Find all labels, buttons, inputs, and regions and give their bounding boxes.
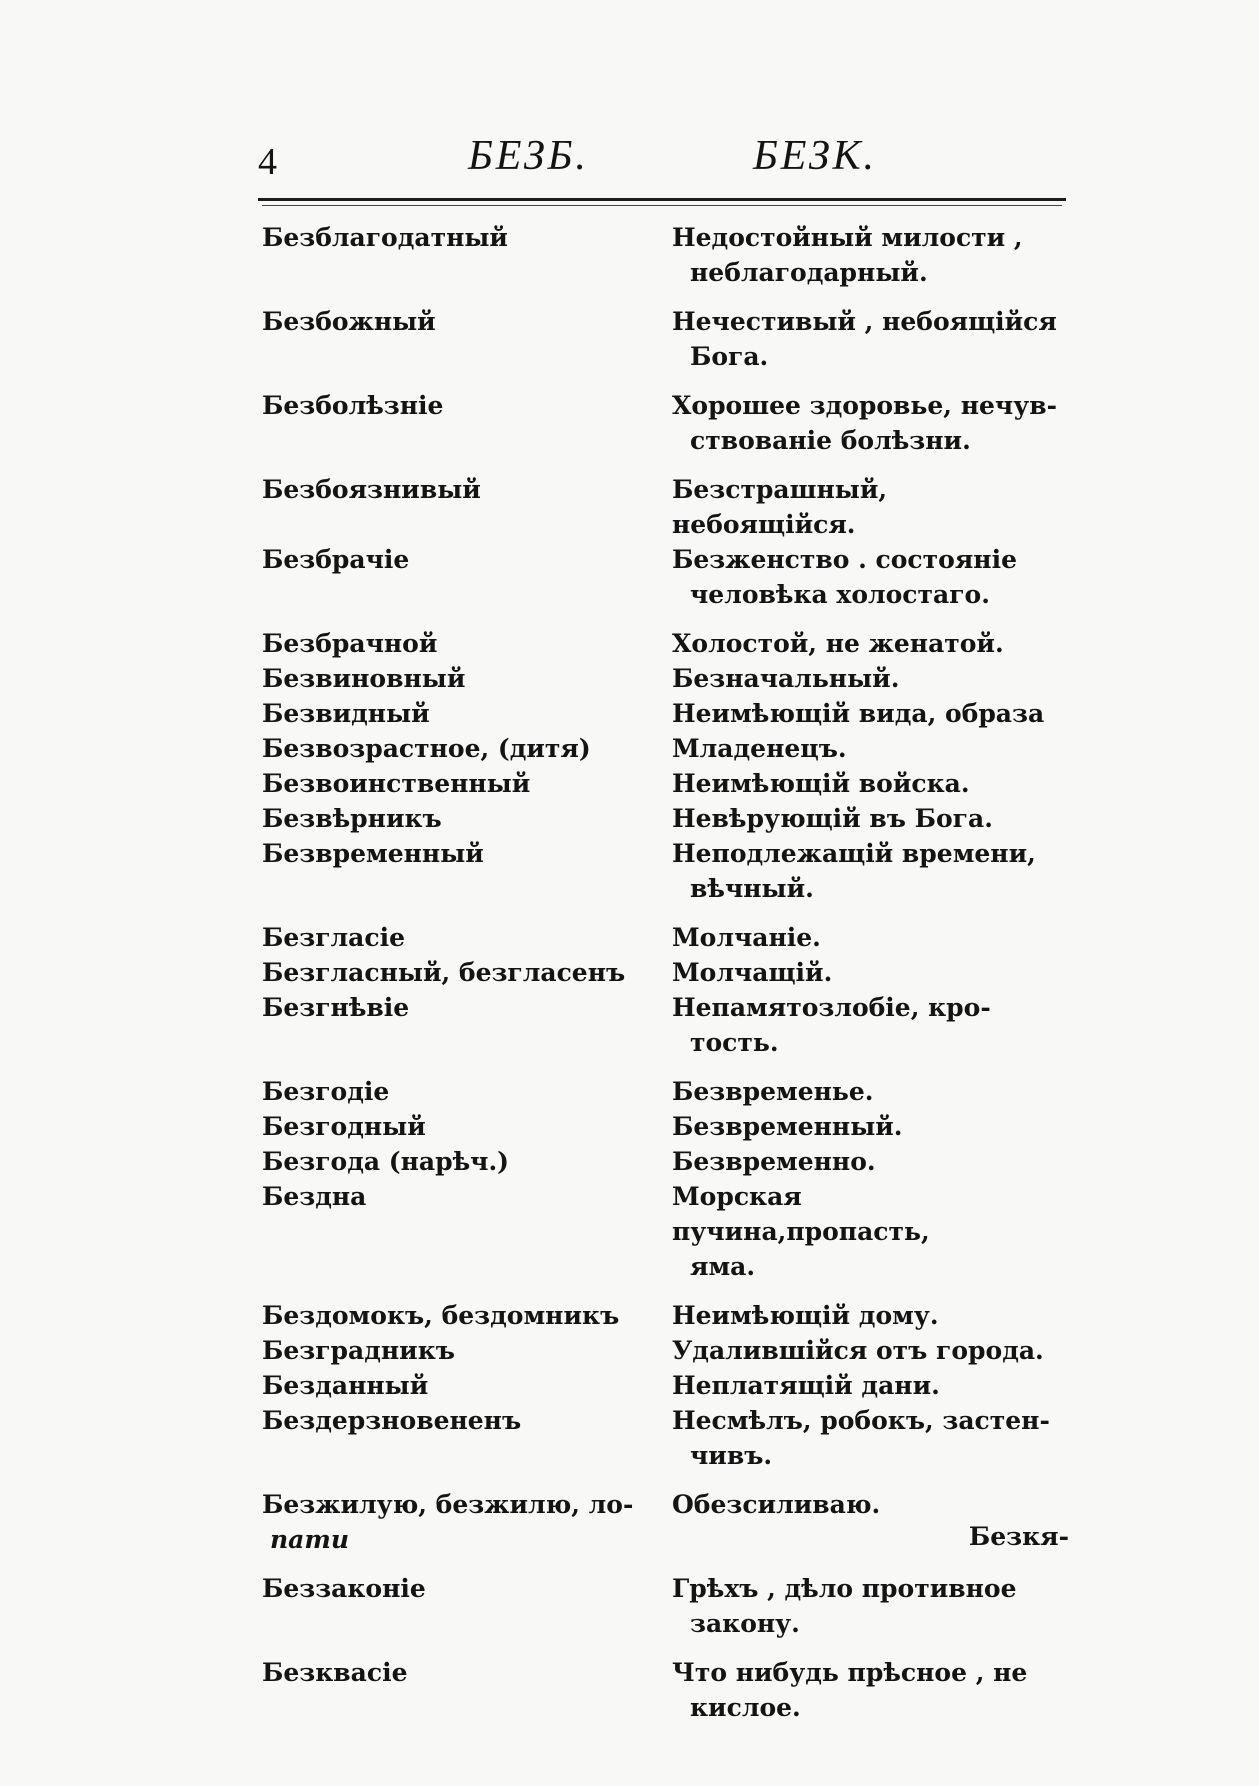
definition-line: Младенецъ. bbox=[672, 734, 847, 763]
entry bbox=[262, 990, 1072, 1060]
entry bbox=[262, 1571, 1072, 1641]
definition-line: кислое. bbox=[690, 1693, 801, 1722]
headword: Безгнѣвіе bbox=[262, 993, 410, 1022]
running-head-left: БЕЗБ. bbox=[468, 133, 589, 179]
entry bbox=[262, 1487, 1072, 1557]
definition bbox=[672, 1571, 1068, 1641]
running-head-right: БЕЗК. bbox=[753, 133, 878, 179]
entry bbox=[262, 626, 1072, 661]
definition-line: Неподлежащій времени, bbox=[672, 839, 1036, 868]
definition-line: тость. bbox=[690, 1028, 779, 1057]
definition-line: человѣка холостаго. bbox=[690, 580, 990, 609]
entry bbox=[262, 836, 1072, 906]
definition bbox=[672, 472, 1068, 542]
entry bbox=[262, 1368, 1072, 1403]
entry bbox=[262, 1144, 1072, 1179]
page-number: 4 bbox=[258, 141, 277, 183]
definition-line: Невѣрующій въ Бога. bbox=[672, 804, 993, 833]
definition bbox=[672, 1368, 1068, 1403]
headword: Безбожный bbox=[262, 307, 436, 336]
entry bbox=[262, 304, 1072, 374]
entry bbox=[262, 220, 1072, 290]
definition-line: Безвременно. bbox=[672, 1147, 876, 1176]
headword bbox=[262, 1487, 672, 1557]
headword: Бездерзновененъ bbox=[262, 1406, 522, 1435]
definition bbox=[672, 836, 1068, 906]
headword: Бездна bbox=[262, 1182, 367, 1211]
entry bbox=[262, 731, 1072, 766]
entry bbox=[262, 1655, 1072, 1725]
headword: Безквасіе bbox=[262, 1658, 408, 1687]
definition-line: Неплатящій дани. bbox=[672, 1371, 940, 1400]
definition-line: Бога. bbox=[690, 342, 769, 371]
headword: Безблагодатный bbox=[262, 223, 508, 252]
entry bbox=[262, 801, 1072, 836]
entry bbox=[262, 766, 1072, 801]
definition-line: яма. bbox=[690, 1252, 756, 1281]
definition-line: чивъ. bbox=[690, 1441, 773, 1470]
entry-list bbox=[262, 220, 1072, 1725]
definition bbox=[672, 920, 1068, 955]
definition-line: Грѣхъ , дѣло противное bbox=[672, 1574, 1017, 1603]
definition-line: Удалившійся отъ города. bbox=[672, 1336, 1044, 1365]
definition-line: Обезсиливаю. bbox=[672, 1490, 881, 1519]
definition-line: неблагодарный. bbox=[690, 258, 928, 287]
definition bbox=[672, 1179, 1068, 1284]
headword: Безградникъ bbox=[262, 1336, 455, 1365]
definition-line: Безначальный. bbox=[672, 664, 900, 693]
definition-line: Морская пучина,пропасть, bbox=[672, 1182, 930, 1246]
headword: Безданный bbox=[262, 1371, 429, 1400]
headword: Безгодный bbox=[262, 1112, 426, 1141]
entry bbox=[262, 1109, 1072, 1144]
entry bbox=[262, 472, 1072, 542]
definition bbox=[672, 990, 1068, 1060]
entry bbox=[262, 1179, 1072, 1284]
entry bbox=[262, 1298, 1072, 1333]
definition-line: Нечестивый , небоящійся bbox=[672, 307, 1057, 336]
definition-line: Непамятозлобіе, кро- bbox=[672, 993, 991, 1022]
definition bbox=[672, 1298, 1068, 1333]
headword: Безбоязнивый bbox=[262, 475, 481, 504]
headword: Безбрачіе bbox=[262, 545, 410, 574]
definition bbox=[672, 661, 1068, 696]
entry bbox=[262, 1403, 1072, 1473]
definition-line: Неимѣющій дому. bbox=[672, 1301, 939, 1330]
entry bbox=[262, 542, 1072, 612]
definition bbox=[672, 696, 1068, 731]
definition bbox=[672, 1655, 1068, 1725]
definition bbox=[672, 1403, 1068, 1473]
entry bbox=[262, 661, 1072, 696]
definition bbox=[672, 1144, 1068, 1179]
entry bbox=[262, 920, 1072, 955]
headword: Безгода (нарѣч.) bbox=[262, 1147, 509, 1176]
headword: Безбрачной bbox=[262, 629, 438, 658]
definition-line: закону. bbox=[690, 1609, 800, 1638]
entry bbox=[262, 1074, 1072, 1109]
definition-line: Безвременный. bbox=[672, 1112, 903, 1141]
definition-line: Неимѣющій вида, образа bbox=[672, 699, 1045, 728]
headword: Безвоинственный bbox=[262, 769, 531, 798]
headword: Безвиновный bbox=[262, 664, 466, 693]
definition-line: ствованіе болѣзни. bbox=[690, 426, 971, 455]
definition-line: Безженство . состояніе bbox=[672, 545, 1017, 574]
headword: Безвременный bbox=[262, 839, 484, 868]
definition bbox=[672, 1109, 1068, 1144]
headword: Безгласіе bbox=[262, 923, 405, 952]
headword: Безгодіе bbox=[262, 1077, 390, 1106]
definition bbox=[672, 220, 1068, 290]
definition-line: Неимѣющій войска. bbox=[672, 769, 970, 798]
definition-line: Что нибудь прѣсное , не bbox=[672, 1658, 1028, 1687]
page-header bbox=[258, 128, 1068, 198]
definition-line: Безвременье. bbox=[672, 1077, 874, 1106]
header-rule bbox=[258, 198, 1066, 201]
catchword: Безкя- bbox=[968, 1522, 1069, 1551]
definition bbox=[672, 955, 1068, 990]
definition-line: Хорошее здоровье, нечув- bbox=[672, 391, 1057, 420]
definition-line: Холостой, не женатой. bbox=[672, 629, 1004, 658]
headword-line: Безжилую, безжилю, ло- bbox=[262, 1490, 634, 1519]
definition bbox=[672, 626, 1068, 661]
headword-line: пати bbox=[270, 1525, 350, 1554]
headword: Безгласный, безгласенъ bbox=[262, 958, 626, 987]
definition-line: Безстрашный, небоящійся. bbox=[672, 475, 888, 539]
entry bbox=[262, 1333, 1072, 1368]
definition bbox=[672, 1074, 1068, 1109]
entry bbox=[262, 388, 1072, 458]
definition bbox=[672, 1333, 1068, 1368]
definition-line: Несмѣлъ, робокъ, застен- bbox=[672, 1406, 1050, 1435]
definition bbox=[672, 304, 1068, 374]
definition bbox=[672, 542, 1068, 612]
headword: Безвидный bbox=[262, 699, 430, 728]
definition-line: Молчащій. bbox=[672, 958, 833, 987]
headword: Безвозрастное, (дитя) bbox=[262, 734, 591, 763]
entry bbox=[262, 696, 1072, 731]
headword: Беззаконіе bbox=[262, 1574, 426, 1603]
definition bbox=[672, 801, 1068, 836]
definition bbox=[672, 766, 1068, 801]
definition bbox=[672, 731, 1068, 766]
definition bbox=[672, 388, 1068, 458]
headword: Бездомокъ, бездомникъ bbox=[262, 1301, 620, 1330]
header-rule-thin bbox=[262, 205, 1062, 206]
definition-line: Молчаніе. bbox=[672, 923, 821, 952]
entry bbox=[262, 955, 1072, 990]
definition-line: вѣчный. bbox=[690, 874, 814, 903]
headword: Безвѣрникъ bbox=[262, 804, 442, 833]
definition-line: Недостойный милости , bbox=[672, 223, 1023, 252]
headword: Безболѣзніе bbox=[262, 391, 444, 420]
